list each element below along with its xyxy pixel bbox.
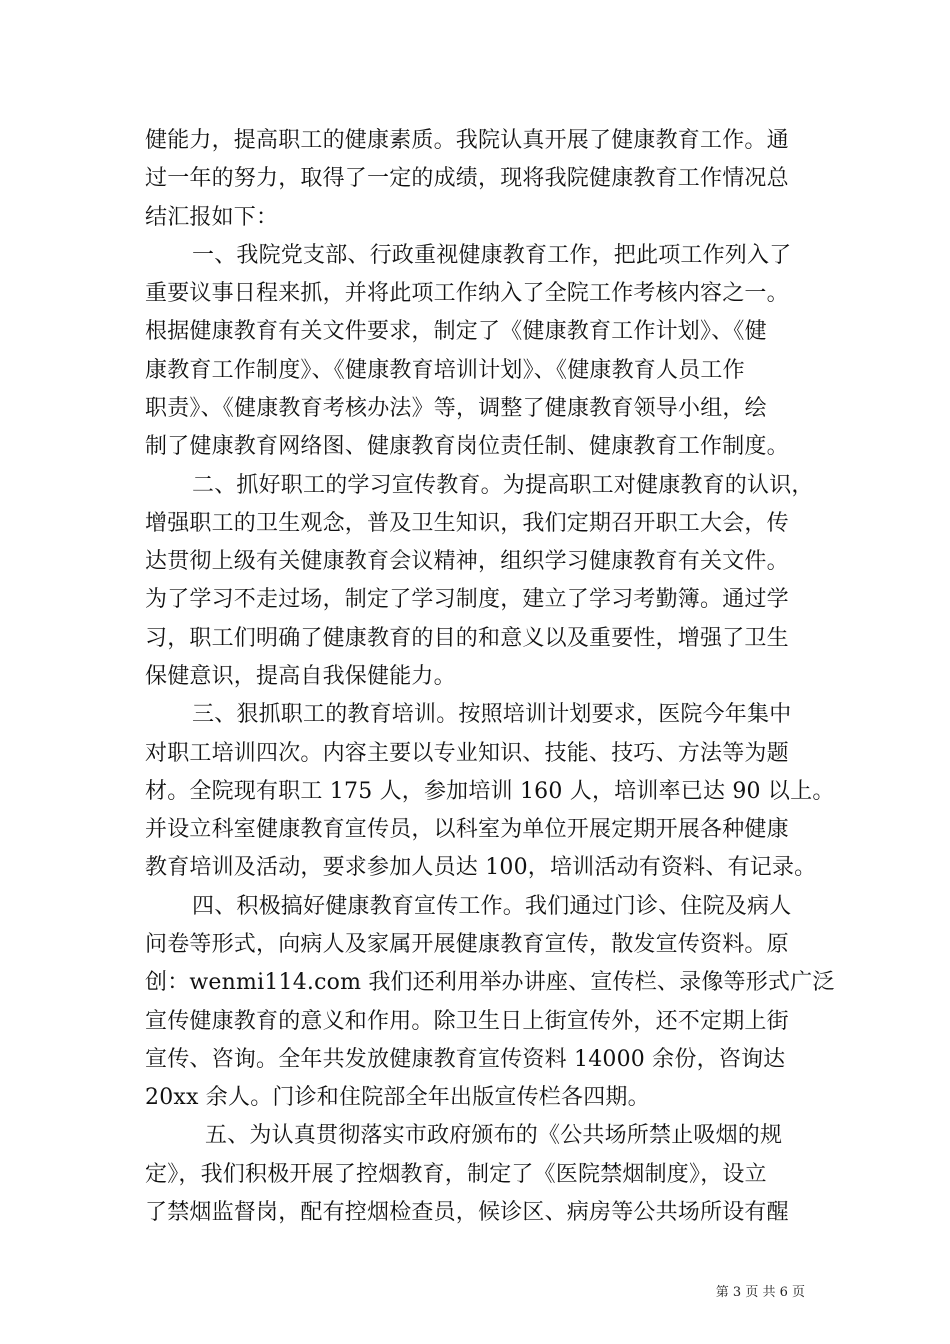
text-line: 20xx 余人。门诊和住院部全年出版宣传栏各四期。 — [145, 1085, 650, 1110]
text-line: 定》，我们积极开展了控烟教育，制定了《医院禁烟制度》，设立 — [145, 1162, 767, 1187]
paragraph-1-first-line: 一、我院党支部、行政重视健康教育工作，把此项工作列入了 — [192, 243, 792, 268]
text-line: 制了健康教育网络图、健康教育岗位责任制、健康教育工作制度。 — [145, 434, 789, 459]
text-line: 过一年的努力，取得了一定的成绩，现将我院健康教育工作情况总 — [145, 166, 789, 191]
text-line: 职责》、《健康教育考核办法》等，调整了健康教育领导小组，绘 — [145, 396, 767, 421]
text-line: 为了学习不走过场，制定了学习制度，建立了学习考勤簿。通过学 — [145, 587, 789, 612]
text-line: 对职工培训四次。内容主要以专业知识、技能、技巧、方法等为题 — [145, 741, 789, 766]
text-line: 达贯彻上级有关健康教育会议精神，组织学习健康教育有关文件。 — [145, 549, 789, 574]
text-line: 材。全院现有职工 175 人，参加培训 160 人，培训率已达 90 以上。 — [145, 779, 835, 804]
text-line: 宣传健康教育的意义和作用。除卫生日上街宣传外，还不定期上街 — [145, 1009, 789, 1034]
text-line: 问卷等形式，向病人及家属开展健康教育宣传，散发宣传资料。原 — [145, 932, 789, 957]
paragraph-3-first-line: 三、狠抓职工的教育培训。按照培训计划要求，医院今年集中 — [192, 702, 792, 727]
paragraph-2-first-line: 二、抓好职工的学习宣传教育。为提高职工对健康教育的认识， — [192, 473, 814, 498]
text-line: 保健意识，提高自我保健能力。 — [145, 664, 456, 689]
page-number: 第 3 页 共 6 页 — [715, 1285, 805, 1300]
text-line: 增强职工的卫生观念，普及卫生知识，我们定期召开职工大会，传 — [145, 511, 789, 536]
text-line: 教育培训及活动，要求参加人员达 100，培训活动有资料、有记录。 — [145, 855, 817, 880]
text-line: 重要议事日程来抓，并将此项工作纳入了全院工作考核内容之一。 — [145, 281, 789, 306]
text-line: 根据健康教育有关文件要求，制定了《健康教育工作计划》、《健 — [145, 319, 767, 344]
text-line: 习，职工们明确了健康教育的目的和意义以及重要性，增强了卫生 — [145, 626, 789, 651]
text-line: 康教育工作制度》、《健康教育培训计划》、《健康教育人员工作 — [145, 358, 745, 383]
text-line: 创：wenmi114.com 我们还利用举办讲座、宣传栏、录像等形式广泛 — [145, 970, 835, 995]
text-line: 结汇报如下： — [145, 205, 279, 230]
text-line: 并设立科室健康教育宣传员，以科室为单位开展定期开展各种健康 — [145, 817, 789, 842]
text-line: 了禁烟监督岗，配有控烟检查员，候诊区、病房等公共场所设有醒 — [145, 1200, 789, 1225]
paragraph-5-first-line: 五、为认真贯彻落实市政府颁布的《公共场所禁止吸烟的规 — [205, 1123, 783, 1148]
text-line: 宣传、咨询。全年共发放健康教育宣传资料 14000 余份，咨询达 — [145, 1047, 786, 1072]
text-line: 健能力，提高职工的健康素质。我院认真开展了健康教育工作。通 — [145, 128, 789, 153]
paragraph-4-first-line: 四、积极搞好健康教育宣传工作。我们通过门诊、住院及病人 — [192, 894, 792, 919]
